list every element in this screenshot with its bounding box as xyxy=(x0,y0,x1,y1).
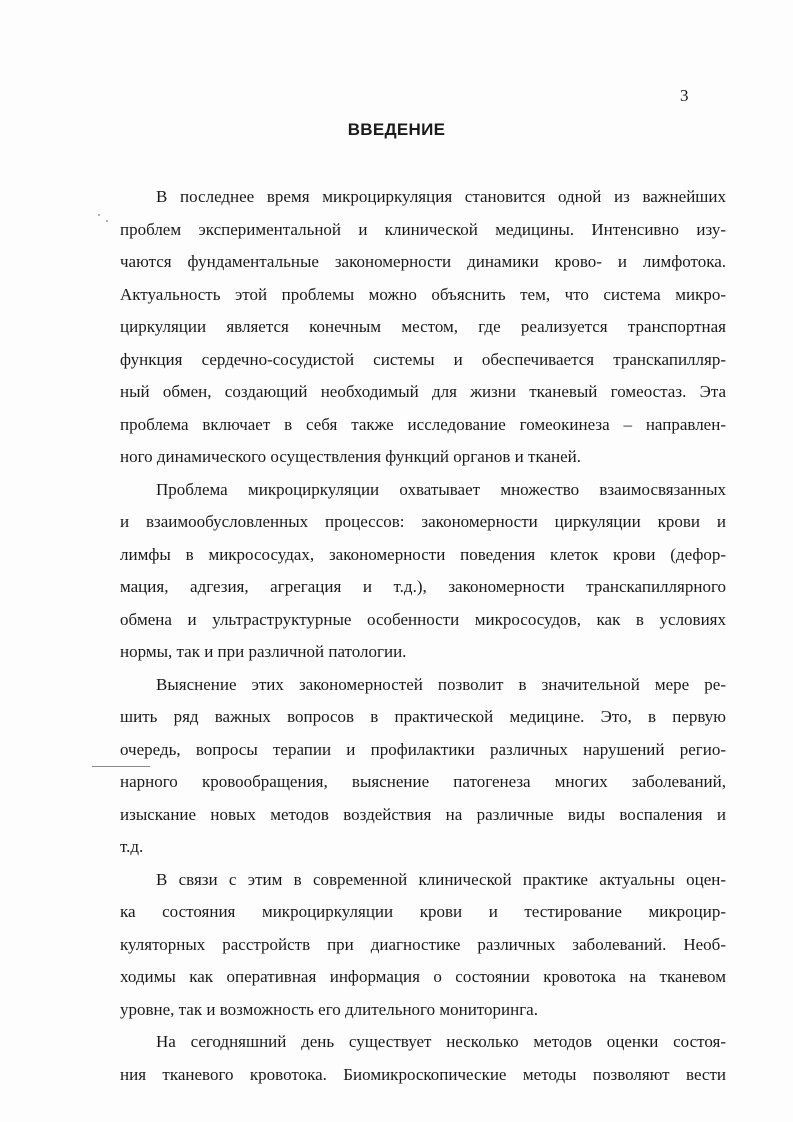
text-line: куляторных расстройств при диагностике различных заболеваний. Необ- xyxy=(120,934,726,954)
body-text xyxy=(120,181,726,1091)
text-line: Актуальность этой проблемы можно объяснить тем, что система микро- xyxy=(120,284,726,304)
text-line: и взаимообусловленных процессов: закономерности циркуляции крови и xyxy=(120,512,726,531)
scan-artifact-dot xyxy=(98,214,100,216)
text-line: лимфы в микрососудах, закономерности поведения клеток крови (дефор- xyxy=(120,544,726,564)
text-line: Выяснение этих закономерностей позволит в значительной мере ре- xyxy=(156,674,726,694)
text-line: ния тканевого кровотока. Биомикроскопические методы позволяют вести xyxy=(120,1064,726,1084)
text-line: На сегодняшний день существует несколько методов оценки состоя- xyxy=(156,1032,726,1051)
scan-artifact-dot xyxy=(106,220,108,222)
paragraph-4 xyxy=(120,864,726,1027)
text-line: т.д. xyxy=(120,837,144,856)
text-line: ного динамического осуществления функций органов и тканей. xyxy=(120,447,581,466)
text-line: проблем экспериментальной и клинической медицины. Интенсивно изу- xyxy=(120,219,726,239)
text-line: нарного кровообращения, выяснение патогенеза многих заболеваний, xyxy=(120,772,726,791)
page-number: 3 xyxy=(680,86,689,105)
paragraph-3 xyxy=(120,669,726,864)
text-line: ка состояния микроциркуляции крови и тестирование микроцир- xyxy=(120,902,726,921)
text-line: нормы, так и при различной патологии. xyxy=(120,642,407,661)
text-line: уровне, так и возможность его длительного мониторинга. xyxy=(120,999,538,1019)
text-line: очередь, вопросы терапии и профилактики различных нарушений регио- xyxy=(120,739,726,759)
text-line: ный обмен, создающий необходимый для жизни тканевый гомеостаз. Эта xyxy=(120,382,726,401)
text-line: В связи с этим в современной клинической практике актуальны оцен- xyxy=(156,869,726,889)
paragraph-2 xyxy=(120,474,726,669)
scan-artifact-line xyxy=(92,766,150,767)
text-line: циркуляции является конечным местом, где реализуется транспортная xyxy=(120,317,726,336)
text-line: функция сердечно-сосудистой системы и обеспечивается транскапилляр- xyxy=(120,349,726,369)
section-heading: ВВЕДЕНИЕ xyxy=(347,120,446,139)
text-line: мация, адгезия, агрегация и т.д.), закономерности транскапиллярного xyxy=(120,577,726,596)
text-line: обмена и ультраструктурные особенности микрососудов, как в условиях xyxy=(120,609,726,629)
text-line: шить ряд важных вопросов в практической медицине. Это, в первую xyxy=(120,707,726,726)
text-line: изыскание новых методов воздействия на различные виды воспаления и xyxy=(120,804,726,824)
paragraph-5 xyxy=(120,1026,726,1091)
text-line: чаются фундаментальные закономерности динамики крово- и лимфотока. xyxy=(120,252,726,271)
text-line: В последнее время микроциркуляция становится одной из важнейших xyxy=(156,187,726,206)
text-line: Проблема микроциркуляции охватывает множество взаимосвязанных xyxy=(156,479,726,499)
text-line: ходимы как оперативная информация о состоянии кровотока на тканевом xyxy=(120,967,726,986)
text-line: проблема включает в себя также исследование гомеокинеза – направлен- xyxy=(120,414,726,434)
paragraph-1 xyxy=(120,181,726,474)
